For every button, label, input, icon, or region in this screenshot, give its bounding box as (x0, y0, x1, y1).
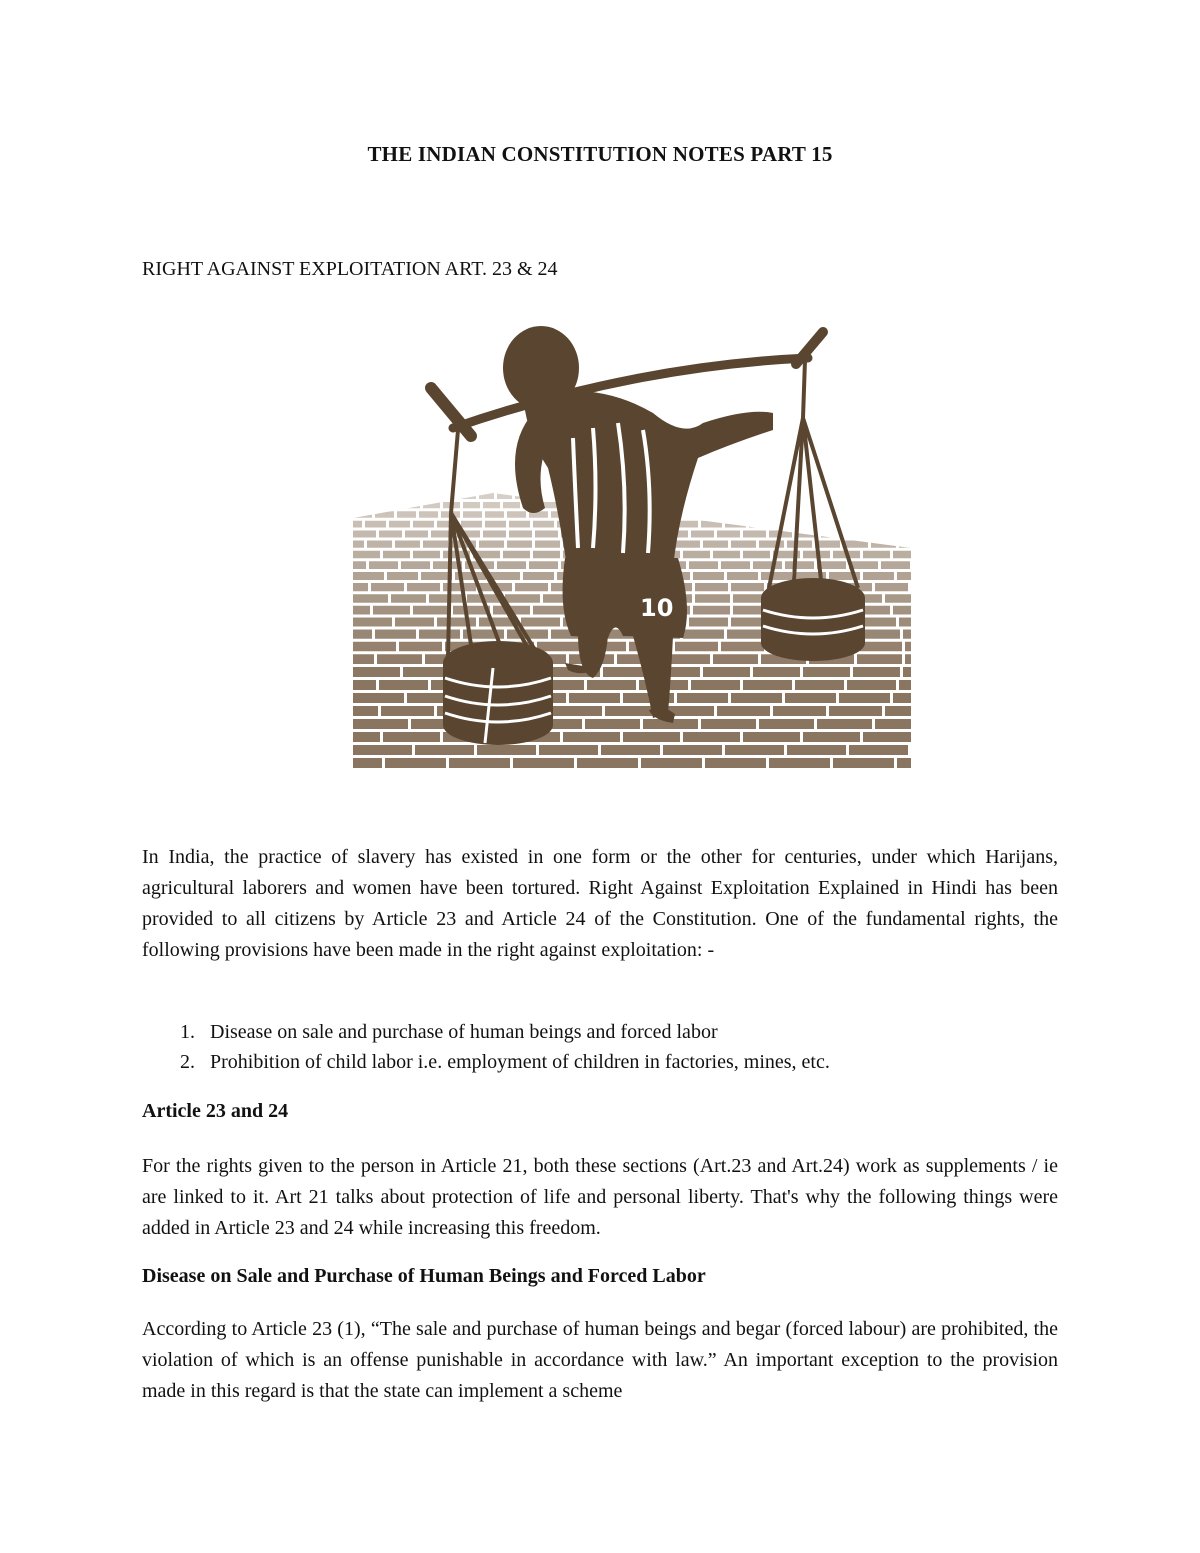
sale-paragraph (142, 1314, 1058, 1407)
section-heading: RIGHT AGAINST EXPLOITATION ART. 23 & 24 (142, 258, 558, 280)
article-paragraph (142, 1151, 1058, 1244)
list-item (142, 1017, 1058, 1047)
sale-text: According to Article 23 (1), “The sale and purchase of human beings and begar (forced labour) are prohibited, the violation of which is an offense punishable in accordance with law.” An important exception to the provision made in this regard is that the state can implement a scheme (142, 1318, 1058, 1402)
list-text: Disease on sale and purchase of human beings and forced labor (210, 1021, 718, 1043)
provisions-list (142, 1017, 1058, 1077)
article-text: For the rights given to the person in Article 21, both these sections (Art.23 and Art.24) work as supplements / ie are linked to it. Art 21 talks about protection of life and personal liberty. That's why the following things were added in Article 23 and 24 while increasing this freedom. (142, 1155, 1058, 1239)
child-labor-illustration (353, 318, 911, 770)
intro-paragraph (142, 842, 1058, 966)
sale-heading: Disease on Sale and Purchase of Human Beings and Forced Labor (142, 1265, 706, 1287)
page-title: THE INDIAN CONSTITUTION NOTES PART 15 (367, 142, 833, 166)
right-basket (761, 360, 865, 661)
list-item (142, 1047, 1058, 1077)
list-text: Prohibition of child labor i.e. employment of children in factories, mines, etc. (210, 1051, 830, 1073)
intro-text: In India, the practice of slavery has existed in one form or the other for centuries, under which Harijans, agricultural laborers and women have been tortured. Right Against Exploitation Explained in Hindi has been provided to all citizens by Article 23 and Article 24 of the Constitution. One of the fundamental rights, the following provisions have been made in the right against exploitation: - (142, 846, 1058, 961)
list-number: 1. (180, 1021, 195, 1043)
jersey-number: 10 (640, 594, 674, 622)
list-number: 2. (180, 1051, 195, 1073)
article-heading: Article 23 and 24 (142, 1100, 289, 1122)
